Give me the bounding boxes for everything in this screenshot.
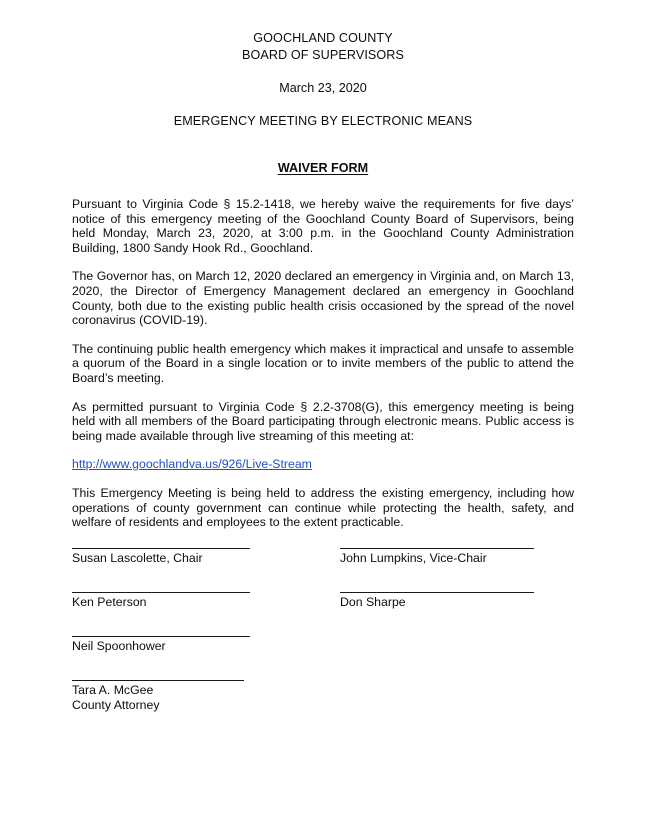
signature-row <box>0 636 646 680</box>
signature-name-label: Ken Peterson <box>72 595 147 609</box>
live-stream-link[interactable]: http://www.goochlandva.us/926/Live-Stream <box>72 457 312 472</box>
organization-name-line-2: BOARD OF SUPERVISORS <box>241 48 405 62</box>
paragraph-emergency-declaration: The Governor has, on March 12, 2020 declared an emergency in Virginia and, on March 13, 2020, the Director of Emergency Management declared an emergency in Goochland County, both due to the existing public health crisis occasioned by the spread of the novel coronavirus (COVID-19). <box>72 269 574 328</box>
paragraph-electronic-participation <box>72 400 574 444</box>
page-title: WAIVER FORM <box>277 161 369 175</box>
signature-cell-ken-peterson[interactable] <box>72 592 250 610</box>
paragraph-purpose: This Emergency Meeting is being held to address the existing emergency, including how operations of county government can continue while protecting the health, safety, and welfare of residents and employees to the extent practicable. <box>72 485 574 530</box>
signature-title-label: County Attorney <box>72 698 160 712</box>
signature-cell-chair[interactable] <box>72 548 250 566</box>
paragraph-waiver-notice: Pursuant to Virginia Code § 15.2-1418, we hereby waive the requirements for five days’ notice of this emergency meeting of the Goochland County Board of Supervisors, being held Monday, March 23, 2020, at 3:00 p.m. in the Goochland County Administration Building, 1800 Sandy Hook Rd., Goochland. <box>72 197 574 255</box>
organization-name-line-1: GOOCHLAND COUNTY <box>253 31 393 45</box>
signature-cell-don-sharpe[interactable] <box>340 592 534 610</box>
signature-name-label: Don Sharpe <box>340 595 406 609</box>
document-date: March 23, 2020 <box>279 81 367 95</box>
signature-row <box>0 548 646 592</box>
signature-cell-vice-chair[interactable] <box>340 548 534 566</box>
paragraph-public-health-emergency: The continuing public health emergency which makes it impractical and unsafe to assemble a quorum of the Board in a single location or to invite members of the public to attend the Board’s meeting. <box>72 341 574 385</box>
signature-row <box>0 680 646 724</box>
signature-name-label: Tara A. McGee <box>72 683 154 697</box>
live-stream-link-line <box>72 457 574 472</box>
signature-name-label: Susan Lascolette, Chair <box>72 551 203 565</box>
signature-name-label: John Lumpkins, Vice-Chair <box>340 551 487 565</box>
signature-name-label: Neil Spoonhower <box>72 639 166 653</box>
document-body <box>72 197 574 544</box>
signature-block <box>0 548 646 724</box>
signature-cell-county-attorney[interactable] <box>72 680 244 713</box>
signature-row <box>0 592 646 636</box>
meeting-subject: EMERGENCY MEETING BY ELECTRONIC MEANS <box>173 114 473 128</box>
paragraph-electronic-participation-text: As permitted pursuant to Virginia Code § 2.2-3708(G), this emergency meeting is being held with all members of the Board participating through electronic means. Public access is being made available through live streaming of this meeting at: <box>72 399 574 443</box>
document-header <box>0 30 646 177</box>
signature-cell-neil-spoonhower[interactable] <box>72 636 250 654</box>
